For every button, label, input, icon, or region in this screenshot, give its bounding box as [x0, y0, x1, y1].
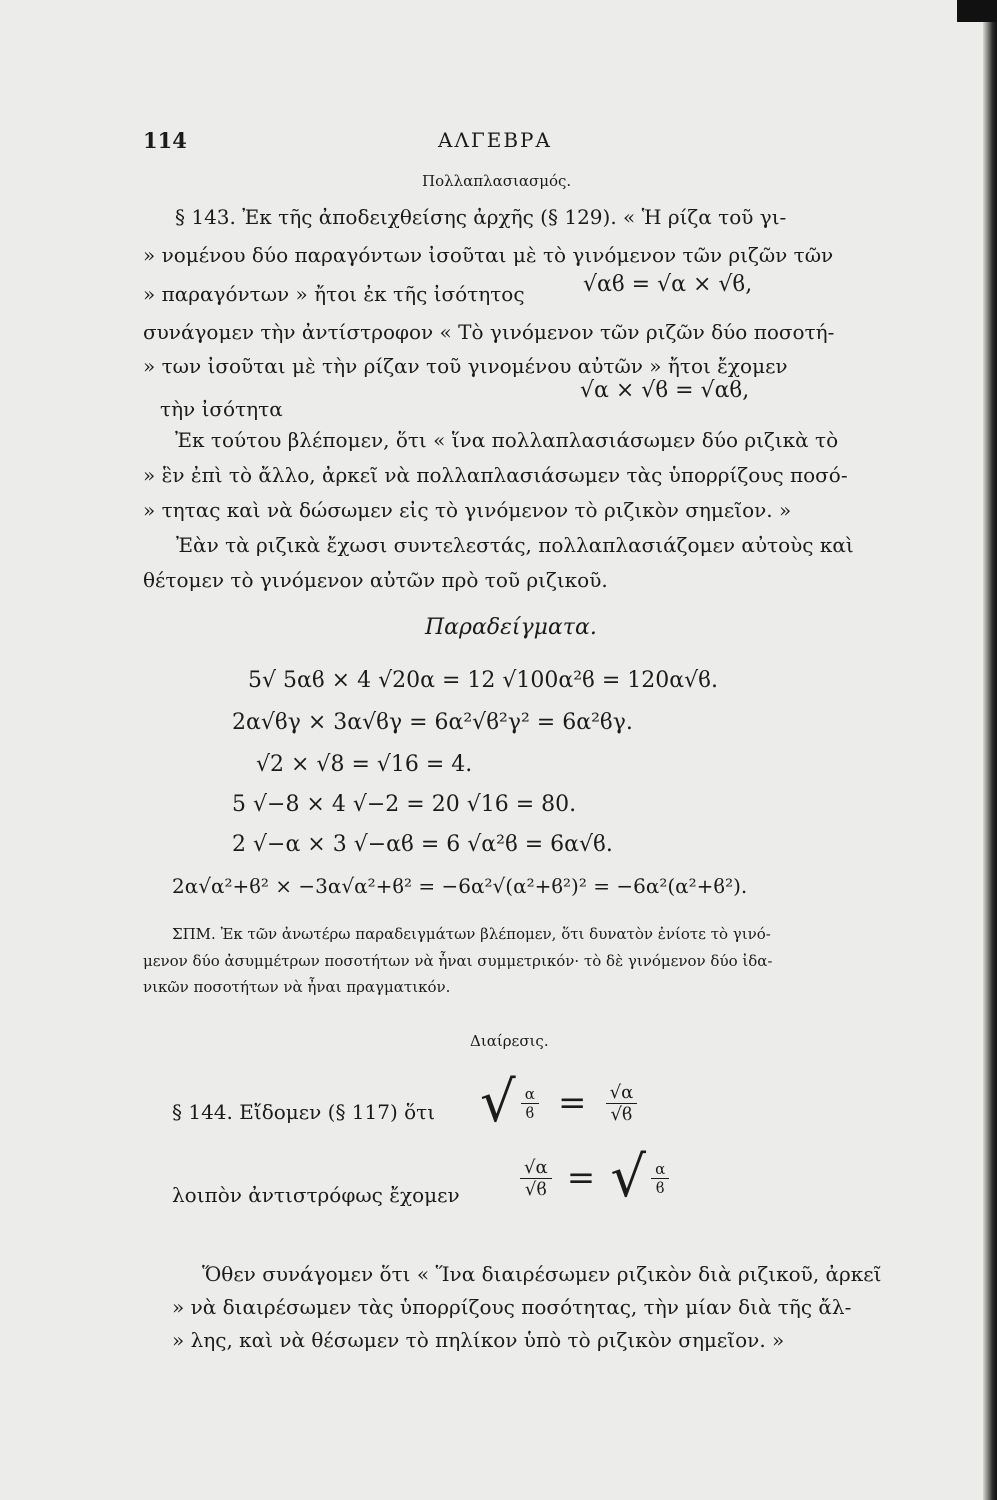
fraction-2-numerator: α [651, 1160, 669, 1179]
example-row-3: √2 × √8 = √16 = 4. [256, 752, 473, 777]
s144-text: § 144. Εἴδομεν (§ 117) ὅτι [172, 1100, 436, 1124]
s143-line5: » των ἰσοῦται μὲ τὴν ρίζαν τοῦ γινομένου αὐτῶν » ἤτοι ἔχομεν [143, 354, 788, 378]
inverse-text: λοιπὸν ἀντιστρόφως ἔχομεν [172, 1183, 460, 1207]
division-line2: » νὰ διαιρέσωμεν τὰς ὑπορρίζους ποσότητας, τὴν μίαν διὰ τῆς ἄλ- [172, 1295, 852, 1319]
example-row-4: 5 √−8 × 4 √−2 = 20 √16 = 80. [232, 792, 577, 817]
s143-line7: Ἐκ τούτου βλέπομεν, ὅτι « ἵνα πολλαπλασιάσωμεν δύο ριζικὰ τὸ [175, 428, 839, 452]
page-edge-shadow [983, 0, 997, 1500]
division-formula-2 [520, 1145, 669, 1210]
fraction-2-denominator: ϐ [655, 1178, 665, 1197]
root-numerator-value: α [621, 1081, 634, 1103]
division-line3: » λης, καὶ νὰ θέσωμεν τὸ πηλίκον ὑπὸ τὸ ριζικὸν σημεῖον. » [172, 1328, 785, 1352]
example-row-5: 2 √−α × 3 √−αϐ = 6 √α²ϐ = 6α√ϐ. [232, 832, 613, 857]
example-row-1: 5√ 5αϐ × 4 √20α = 12 √100α²ϐ = 120α√ϐ. [248, 668, 718, 693]
example-row-2: 2α√ϐγ × 3α√ϐγ = 6α²√ϐ²γ² = 6α²ϐγ. [232, 710, 633, 735]
s143-line6: τὴν ἰσότητα [160, 397, 283, 421]
note-line2: μενον δύο ἀσυμμέτρων ποσοτήτων νὰ ἦναι συμμετρικόν· τὸ δὲ γινόμενον δύο ἰδα- [143, 952, 773, 970]
s143-line4: συνάγομεν τὴν ἀντίστροφον « Τὸ γινόμενον τῶν ριζῶν δύο ποσοτή- [143, 320, 835, 344]
root-denominator-2-value: ϐ [536, 1178, 547, 1200]
s143-line11: θέτομεν τὸ γινόμενον αὐτῶν πρὸ τοῦ ριζικοῦ. [143, 568, 608, 592]
s143-line8: » ἓν ἐπὶ τὸ ἄλλο, ἀρκεῖ νὰ πολλαπλασιάσωμεν τὰς ὑπορρίζους ποσό- [143, 463, 848, 487]
s143-line2: » νομένου δύο παραγόντων ἰσοῦται μὲ τὸ γινόμενον τῶν ριζῶν τῶν [143, 243, 834, 267]
root-numerator-2: √α [520, 1157, 552, 1179]
radical-sign-icon-2: √ [610, 1145, 647, 1210]
division-formula-1 [480, 1070, 637, 1135]
s143-line1: § 143. Ἐκ τῆς ἀποδειχθείσης ἀρχῆς (§ 129). « Ἡ ρίζα τοῦ γι- [175, 205, 787, 229]
root-denominator-2: √ϐ [524, 1178, 547, 1200]
equals-sign-icon: = [558, 1083, 587, 1123]
note-line1: ΣΠΜ. Ἐκ τῶν ἀνωτέρω παραδειγμάτων βλέπομεν, ὅτι δυνατὸν ἐνίοτε τὸ γινό- [172, 925, 771, 943]
fraction-2 [651, 1160, 669, 1197]
s143-line9: » τητας καὶ νὰ δώσωμεν εἰς τὸ γινόμενον τὸ ριζικὸν σημεῖον. » [143, 498, 792, 522]
example-row-6: 2α√α²+ϐ² × −3α√α²+ϐ² = −6α²√(α²+ϐ²)² = −6α²(α²+ϐ²). [172, 874, 748, 898]
page-number: 114 [143, 128, 187, 153]
root-numerator: √α [606, 1082, 638, 1104]
root-denominator-value: ϐ [621, 1103, 633, 1125]
s143-line10: Ἐὰν τὰ ριζικὰ ἔχωσι συντελεστάς, πολλαπλασιάζομεν αὐτοὺς καὶ [176, 533, 854, 557]
note-line3: νικῶν ποσοτήτων νὰ ἦναι πραγματικόν. [143, 978, 451, 996]
fraction-denominator: ϐ [525, 1103, 535, 1122]
s143-formula2: √α × √ϐ = √αϐ, [580, 378, 750, 403]
s143-formula1: √αϐ = √α × √ϐ, [583, 272, 753, 297]
equals-sign-icon-2: = [566, 1158, 596, 1198]
examples-heading: Παραδείγματα. [425, 615, 597, 640]
fraction-of-roots [606, 1082, 638, 1125]
division-line1: Ὅθεν συνάγομεν ὅτι « Ἵνα διαιρέσωμεν ριζικὸν διὰ ριζικοῦ, ἀρκεῖ [202, 1262, 882, 1286]
section-title-division: Διαίρεσις. [470, 1032, 549, 1050]
page-corner-shadow [957, 0, 997, 22]
fraction [521, 1085, 539, 1122]
section-title-multiplication: Πολλαπλασιασμός. [422, 172, 572, 190]
s143-line3: » παραγόντων » ἤτοι ἐκ τῆς ἰσότητος [143, 282, 525, 306]
fraction-of-roots-2 [520, 1157, 552, 1200]
fraction-numerator: α [521, 1085, 539, 1104]
radical-sign-icon: √ [480, 1070, 516, 1135]
root-numerator-2-value: α [535, 1156, 548, 1178]
root-denominator: √ϐ [610, 1103, 633, 1125]
running-title: ΑΛΓΕΒΡΑ [438, 128, 552, 152]
